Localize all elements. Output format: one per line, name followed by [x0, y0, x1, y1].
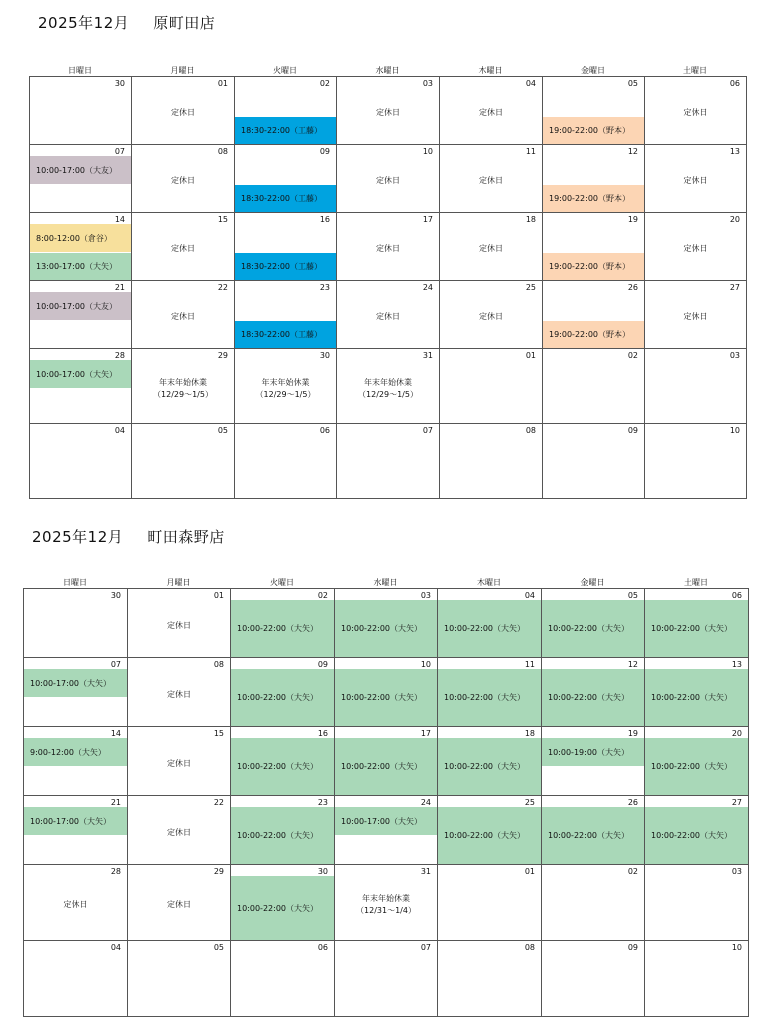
week-row [30, 424, 747, 499]
day-cell[interactable] [128, 796, 231, 865]
note-line: 定休日 [479, 108, 503, 118]
shift-band: 10:00-22:00（大矢） [542, 807, 644, 864]
day-number: 14 [114, 215, 125, 224]
cell-note [235, 377, 336, 401]
note-line: （12/29～1/5） [255, 389, 316, 399]
day-cell[interactable] [438, 796, 542, 865]
shift-band: 10:00-22:00（大矢） [645, 600, 748, 657]
day-cell[interactable] [128, 865, 231, 941]
cell-note [128, 620, 230, 632]
day-number: 27 [731, 798, 742, 807]
day-number: 01 [217, 79, 228, 88]
week-row [24, 796, 749, 865]
weekday-label: 土曜日 [683, 66, 707, 75]
day-number: 11 [525, 147, 536, 156]
day-cell[interactable] [231, 727, 335, 796]
shift-band: 10:00-22:00（大矢） [645, 807, 748, 864]
note-line: 定休日 [171, 312, 195, 322]
cell-note [128, 899, 230, 911]
cell-note [128, 758, 230, 770]
cell-note [128, 689, 230, 701]
shift-band: 8:00-12:00（倉谷） [30, 224, 131, 252]
cell-note [337, 311, 439, 323]
day-cell[interactable] [542, 796, 645, 865]
cell-note [645, 311, 746, 323]
day-number: 09 [627, 426, 638, 435]
day-number: 08 [217, 147, 228, 156]
day-number: 05 [213, 943, 224, 952]
weekday-label: 金曜日 [580, 578, 605, 587]
note-line: 定休日 [376, 244, 400, 254]
day-number: 06 [731, 591, 742, 600]
day-number: 20 [729, 215, 740, 224]
day-number: 11 [524, 660, 535, 669]
shift-band: 10:00-22:00（大矢） [231, 738, 334, 795]
weekday-label: 月曜日 [170, 66, 195, 75]
day-number: 19 [627, 215, 638, 224]
shift-band: 10:00-22:00（大矢） [335, 669, 437, 726]
note-line: 定休日 [63, 900, 88, 910]
week-row [30, 145, 747, 213]
day-number: 09 [317, 660, 328, 669]
week-row [24, 941, 749, 1017]
day-cell[interactable] [128, 658, 231, 727]
day-number: 02 [627, 351, 638, 360]
weekday-label: 土曜日 [684, 578, 708, 587]
shift-band: 18:30-22:00（工藤） [235, 185, 336, 212]
day-cell[interactable] [645, 349, 747, 424]
cell-note [128, 827, 230, 839]
day-cell[interactable] [132, 281, 235, 349]
note-line: 定休日 [683, 312, 708, 322]
day-cell[interactable] [542, 865, 645, 941]
day-number: 03 [731, 867, 742, 876]
day-number: 15 [217, 215, 228, 224]
day-cell[interactable] [335, 865, 438, 941]
day-cell[interactable] [335, 589, 438, 658]
shift-band: 18:30-22:00（工藤） [235, 117, 336, 144]
day-number: 30 [110, 591, 121, 600]
weekday-label: 金曜日 [581, 66, 605, 75]
weekday-label: 水曜日 [375, 66, 400, 75]
note-line: 定休日 [171, 108, 195, 118]
day-number: 10 [729, 426, 740, 435]
shift-band: 19:00-22:00（野本） [543, 185, 644, 212]
day-cell[interactable] [438, 727, 542, 796]
note-line: 定休日 [376, 312, 400, 322]
day-cell[interactable] [543, 424, 645, 499]
day-number: 31 [422, 351, 433, 360]
cell-note [132, 377, 234, 401]
day-cell[interactable] [335, 941, 438, 1017]
day-number: 04 [524, 591, 535, 600]
note-line: 定休日 [171, 244, 195, 254]
shift-band: 10:00-22:00（大矢） [438, 807, 541, 864]
cell-note [24, 899, 127, 911]
day-number: 01 [525, 351, 536, 360]
day-number: 04 [110, 943, 121, 952]
shift-band: 10:00-22:00（大矢） [231, 669, 334, 726]
cell-note [337, 175, 439, 187]
month-label: 2025年12月 [32, 528, 124, 546]
week-row [30, 77, 747, 145]
day-cell[interactable] [542, 941, 645, 1017]
day-cell[interactable] [24, 727, 128, 796]
note-line: 定休日 [167, 900, 191, 910]
day-number: 28 [114, 351, 125, 360]
day-cell[interactable] [337, 281, 440, 349]
note-line: 定休日 [683, 108, 708, 118]
day-cell[interactable] [542, 658, 645, 727]
day-number: 01 [213, 591, 224, 600]
day-cell[interactable] [30, 424, 132, 499]
day-cell[interactable] [440, 349, 543, 424]
day-cell[interactable] [337, 424, 440, 499]
weekday-label: 日曜日 [63, 578, 87, 587]
day-cell[interactable] [440, 145, 543, 213]
day-number: 06 [729, 79, 740, 88]
week-row [30, 349, 747, 424]
shift-band: 10:00-22:00（大矢） [231, 600, 334, 657]
day-cell[interactable] [542, 727, 645, 796]
day-number: 23 [317, 798, 328, 807]
day-cell[interactable] [231, 658, 335, 727]
weekday-label: 水曜日 [373, 578, 398, 587]
cell-note [440, 175, 542, 187]
day-number: 06 [317, 943, 328, 952]
day-cell[interactable] [645, 424, 747, 499]
day-number: 24 [422, 283, 433, 292]
day-number: 18 [524, 729, 535, 738]
day-number: 31 [420, 867, 431, 876]
cell-note [132, 311, 234, 323]
weekday-label: 火曜日 [270, 578, 294, 587]
week-row [30, 213, 747, 281]
calendar-section [0, 520, 768, 1030]
day-number: 22 [213, 798, 224, 807]
day-number: 27 [729, 283, 740, 292]
day-number: 04 [114, 426, 125, 435]
day-number: 14 [110, 729, 121, 738]
day-number: 25 [525, 283, 536, 292]
day-cell[interactable] [30, 77, 132, 145]
day-number: 07 [110, 660, 121, 669]
day-cell[interactable] [231, 589, 335, 658]
day-number: 16 [317, 729, 328, 738]
shift-band: 10:00-19:00（大矢） [542, 738, 644, 766]
day-number: 29 [213, 867, 224, 876]
day-cell[interactable] [30, 213, 132, 281]
shift-band: 13:00-17:00（大矢） [30, 253, 131, 280]
day-cell[interactable] [132, 145, 235, 213]
cell-note [132, 243, 234, 255]
day-number: 07 [114, 147, 125, 156]
shift-band: 10:00-22:00（大矢） [335, 600, 437, 657]
day-cell[interactable] [231, 865, 335, 941]
day-cell[interactable] [645, 727, 749, 796]
shift-band: 10:00-17:00（大友） [30, 292, 131, 320]
note-line: 年末年始休業 [159, 377, 207, 387]
cell-note [337, 243, 439, 255]
day-number: 12 [627, 660, 638, 669]
store-name: 原町田店 [153, 14, 216, 32]
shift-band: 10:00-22:00（大矢） [438, 669, 541, 726]
note-line: 定休日 [167, 620, 191, 630]
day-number: 20 [731, 729, 742, 738]
day-cell[interactable] [132, 424, 235, 499]
day-number: 02 [627, 867, 638, 876]
note-line: （12/31～1/4） [356, 906, 416, 916]
day-cell[interactable] [235, 349, 337, 424]
day-cell[interactable] [335, 796, 438, 865]
day-number: 22 [217, 283, 228, 292]
note-line: 定休日 [683, 176, 708, 186]
day-cell[interactable] [645, 941, 749, 1017]
day-cell[interactable] [337, 77, 440, 145]
weekday-label: 月曜日 [166, 578, 191, 587]
day-number: 29 [217, 351, 228, 360]
day-cell[interactable] [543, 77, 645, 145]
day-cell[interactable] [543, 145, 645, 213]
day-cell[interactable] [438, 941, 542, 1017]
day-number: 13 [729, 147, 740, 156]
shift-band: 9:00-12:00（大矢） [24, 738, 127, 766]
day-number: 21 [114, 283, 125, 292]
day-cell[interactable] [645, 865, 749, 941]
shift-band: 10:00-17:00（大矢） [24, 669, 127, 697]
day-cell[interactable] [337, 349, 440, 424]
shift-band: 19:00-22:00（野本） [543, 253, 644, 280]
day-number: 08 [213, 660, 224, 669]
day-number: 16 [319, 215, 330, 224]
day-cell[interactable] [128, 941, 231, 1017]
calendar-title [32, 526, 225, 547]
day-number: 24 [420, 798, 431, 807]
day-cell[interactable] [645, 145, 747, 213]
day-cell[interactable] [24, 796, 128, 865]
day-number: 10 [422, 147, 433, 156]
day-cell[interactable] [30, 281, 132, 349]
day-cell[interactable] [128, 727, 231, 796]
day-cell[interactable] [24, 658, 128, 727]
note-line: 定休日 [479, 244, 503, 254]
day-cell[interactable] [235, 145, 337, 213]
day-cell[interactable] [132, 77, 235, 145]
day-cell[interactable] [440, 281, 543, 349]
note-line: 定休日 [479, 176, 503, 186]
day-cell[interactable] [543, 349, 645, 424]
shift-band: 10:00-22:00（大矢） [645, 738, 748, 795]
day-cell[interactable] [30, 349, 132, 424]
calendar-title [38, 12, 215, 33]
day-cell[interactable] [128, 589, 231, 658]
note-line: （12/29～1/5） [153, 389, 213, 399]
day-number: 21 [110, 798, 121, 807]
note-line: 定休日 [376, 108, 400, 118]
shift-band: 10:00-17:00（大友） [30, 156, 131, 184]
day-number: 03 [729, 351, 740, 360]
day-cell[interactable] [235, 77, 337, 145]
shift-band: 10:00-22:00（大矢） [335, 738, 437, 795]
day-cell[interactable] [335, 727, 438, 796]
day-cell[interactable] [542, 589, 645, 658]
day-cell[interactable] [438, 658, 542, 727]
cell-note [335, 893, 437, 917]
note-line: 定休日 [167, 689, 191, 699]
week-row [24, 589, 749, 658]
day-cell[interactable] [235, 281, 337, 349]
cell-note [337, 377, 439, 401]
day-cell[interactable] [543, 213, 645, 281]
day-number: 09 [627, 943, 638, 952]
day-number: 05 [627, 591, 638, 600]
day-cell[interactable] [231, 796, 335, 865]
note-line: 年末年始休業 [364, 377, 412, 387]
day-number: 13 [731, 660, 742, 669]
day-cell[interactable] [645, 658, 749, 727]
shift-band: 10:00-22:00（大矢） [231, 807, 334, 864]
weekday-label: 火曜日 [273, 66, 297, 75]
cell-note [440, 243, 542, 255]
day-cell[interactable] [645, 213, 747, 281]
day-cell[interactable] [438, 589, 542, 658]
day-cell[interactable] [335, 658, 438, 727]
shift-band: 10:00-17:00（大矢） [30, 360, 131, 388]
day-cell[interactable] [24, 589, 128, 658]
shift-band: 18:30-22:00（工藤） [235, 253, 336, 280]
day-number: 15 [213, 729, 224, 738]
day-number: 01 [524, 867, 535, 876]
month-label: 2025年12月 [38, 14, 130, 32]
note-line: （12/29～1/5） [358, 389, 418, 399]
day-number: 02 [317, 591, 328, 600]
day-number: 07 [420, 943, 431, 952]
weekday-label: 木曜日 [478, 66, 503, 75]
day-number: 30 [319, 351, 330, 360]
week-row [30, 281, 747, 349]
note-line: 定休日 [479, 312, 503, 322]
day-number: 30 [317, 867, 328, 876]
day-number: 07 [422, 426, 433, 435]
day-cell[interactable] [645, 796, 749, 865]
day-cell[interactable] [231, 941, 335, 1017]
day-number: 09 [319, 147, 330, 156]
day-number: 05 [627, 79, 638, 88]
day-cell[interactable] [543, 281, 645, 349]
cell-note [645, 107, 746, 119]
cell-note [645, 243, 746, 255]
day-number: 03 [420, 591, 431, 600]
day-number: 06 [319, 426, 330, 435]
note-line: 定休日 [376, 176, 400, 186]
day-number: 26 [627, 283, 638, 292]
day-cell[interactable] [645, 281, 747, 349]
weekday-header [23, 577, 748, 588]
day-cell[interactable] [132, 349, 235, 424]
cell-note [132, 175, 234, 187]
shift-band: 18:30-22:00（工藤） [235, 321, 336, 348]
cell-note [440, 311, 542, 323]
note-line: 定休日 [171, 176, 195, 186]
week-row [24, 658, 749, 727]
day-cell[interactable] [337, 145, 440, 213]
day-cell[interactable] [24, 865, 128, 941]
weekday-label: 日曜日 [68, 66, 92, 75]
week-row [24, 727, 749, 796]
day-number: 02 [319, 79, 330, 88]
day-cell[interactable] [24, 941, 128, 1017]
day-number: 17 [420, 729, 431, 738]
day-cell[interactable] [235, 424, 337, 499]
cell-note [440, 107, 542, 119]
shift-band: 10:00-17:00（大矢） [24, 807, 127, 835]
shift-band: 10:00-22:00（大矢） [542, 600, 644, 657]
day-number: 18 [525, 215, 536, 224]
day-cell[interactable] [438, 865, 542, 941]
cell-note [337, 107, 439, 119]
day-number: 12 [627, 147, 638, 156]
shift-band: 10:00-22:00（大矢） [542, 669, 644, 726]
day-number: 04 [525, 79, 536, 88]
weekday-label: 木曜日 [477, 578, 501, 587]
note-line: 年末年始休業 [261, 377, 310, 387]
day-number: 19 [627, 729, 638, 738]
calendar-grid [29, 76, 747, 499]
shift-band: 10:00-22:00（大矢） [438, 600, 541, 657]
day-number: 10 [731, 943, 742, 952]
note-line: 定休日 [167, 758, 191, 768]
week-row [24, 865, 749, 941]
day-cell[interactable] [337, 213, 440, 281]
store-name: 町田森野店 [147, 528, 225, 546]
shift-band: 19:00-22:00（野本） [543, 321, 644, 348]
day-number: 05 [217, 426, 228, 435]
day-number: 08 [524, 943, 535, 952]
cell-note [645, 175, 746, 187]
day-cell[interactable] [30, 145, 132, 213]
day-cell[interactable] [645, 589, 749, 658]
cell-note [132, 107, 234, 119]
weekday-header [29, 65, 746, 76]
day-number: 03 [422, 79, 433, 88]
day-number: 23 [319, 283, 330, 292]
shift-band: 10:00-22:00（大矢） [231, 876, 334, 940]
day-cell[interactable] [440, 77, 543, 145]
shift-band: 10:00-22:00（大矢） [645, 669, 748, 726]
day-number: 10 [420, 660, 431, 669]
day-number: 30 [114, 79, 125, 88]
calendar-section [0, 0, 768, 510]
shift-band: 10:00-22:00（大矢） [438, 738, 541, 795]
day-cell[interactable] [235, 213, 337, 281]
day-cell[interactable] [645, 77, 747, 145]
day-number: 28 [110, 867, 121, 876]
day-number: 08 [525, 426, 536, 435]
day-number: 17 [422, 215, 433, 224]
calendar-grid [23, 588, 749, 1017]
note-line: 年末年始休業 [362, 894, 410, 904]
note-line: 定休日 [167, 827, 191, 837]
shift-band: 10:00-17:00（大矢） [335, 807, 437, 835]
day-number: 25 [524, 798, 535, 807]
shift-band: 19:00-22:00（野本） [543, 117, 644, 144]
day-cell[interactable] [440, 424, 543, 499]
day-cell[interactable] [440, 213, 543, 281]
note-line: 定休日 [683, 244, 708, 254]
day-cell[interactable] [132, 213, 235, 281]
day-number: 26 [627, 798, 638, 807]
